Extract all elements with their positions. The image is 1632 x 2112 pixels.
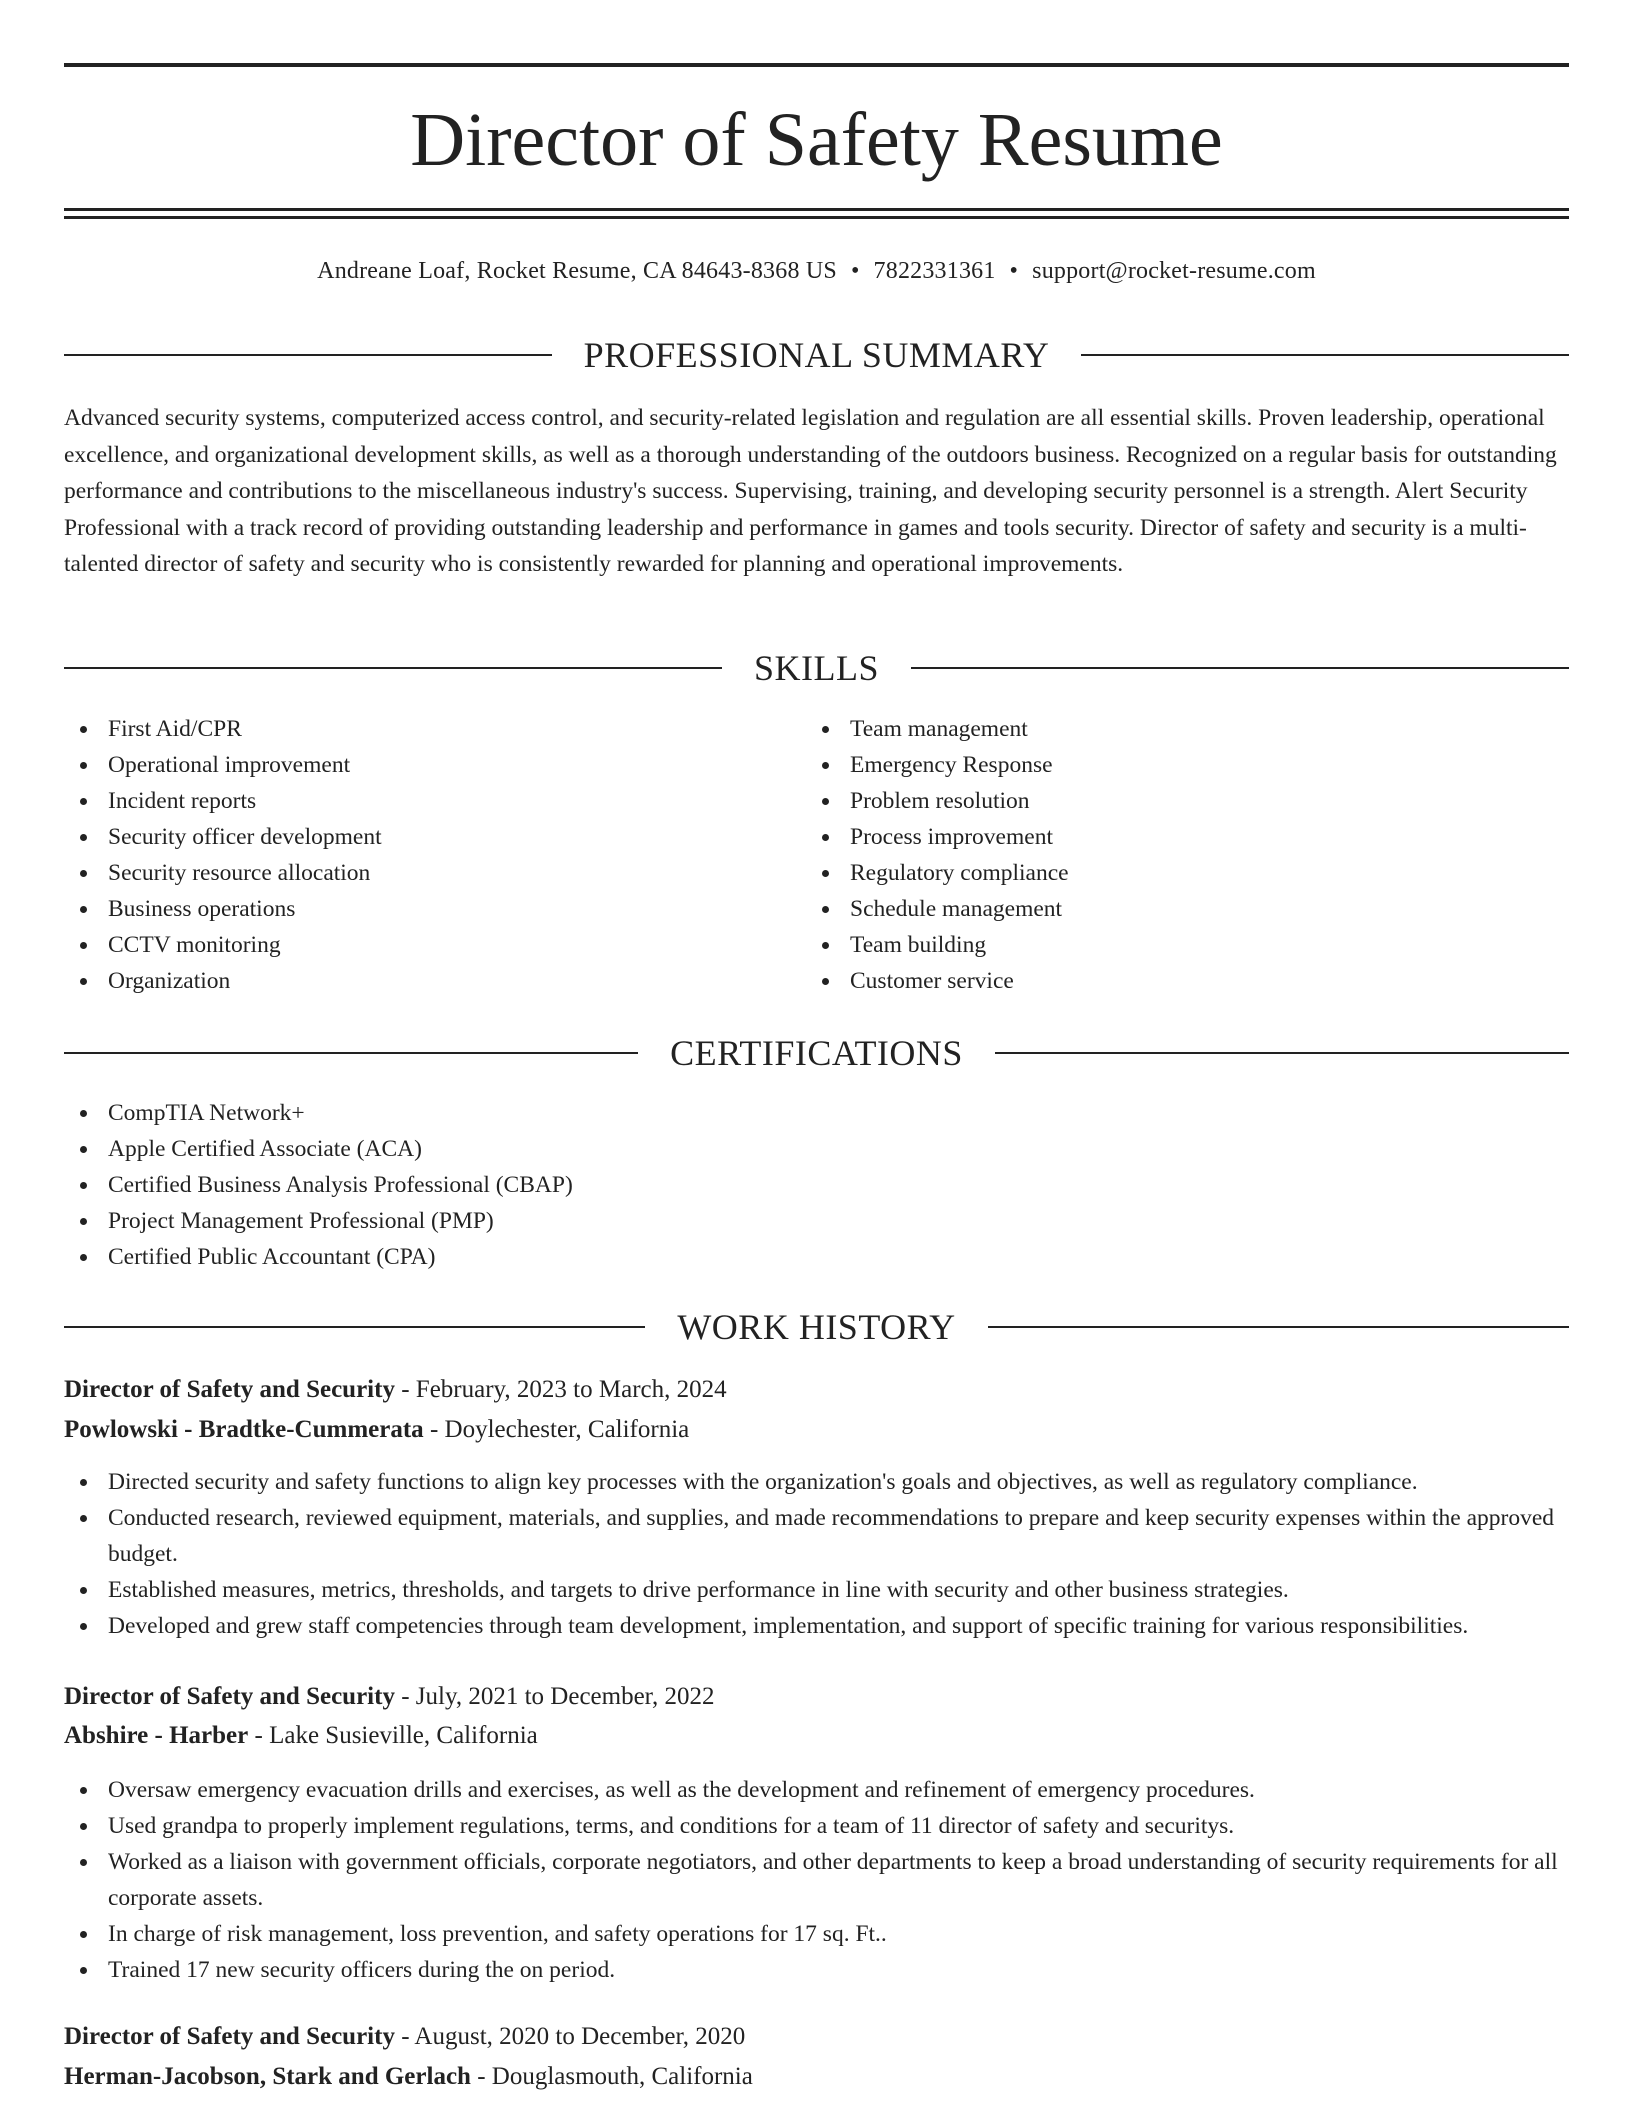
heading-rule [64,667,722,669]
contact-separator: • [850,258,860,284]
job-title-line [64,1679,715,1715]
job-title: Director of Safety and Security [64,2023,395,2050]
list-item: Security officer development [64,819,764,855]
list-item: Regulatory compliance [806,855,1506,891]
list-item: Team building [806,927,1506,963]
job-title: Director of Safety and Security [64,1376,395,1403]
job-company-line [64,1412,689,1448]
list-item: Oversaw emergency evacuation drills and exercises, as well as the development and refinement of emergency procedures. [64,1772,1574,1808]
list-item: Project Management Professional (PMP) [64,1203,1564,1239]
job-company-line [64,1718,538,1754]
list-item: Emergency Response [806,747,1506,783]
section-title: CERTIFICATIONS [670,1033,963,1073]
top-rule [64,63,1569,67]
heading-rule [911,667,1569,669]
summary-section-heading [64,333,1569,377]
job-company: Abshire - Harber [64,1722,249,1749]
title-rule-upper [64,208,1569,211]
list-item: Directed security and safety functions to align key processes with the organization's goals and objectives, as well as regulatory compliance. [64,1464,1574,1500]
job-dates: - February, 2023 to March, 2024 [394,1376,727,1403]
list-item: Trained 17 new security officers during the on period. [64,1952,1574,1988]
resume-title: Director of Safety Resume [410,98,1223,182]
list-item: In charge of risk management, loss prevention, and safety operations for 17 sq. Ft.. [64,1916,1574,1952]
job-company: Powlowski - Bradtke-Cummerata [64,1416,424,1443]
contact-phone: 7822331361 [873,258,996,284]
title-rule-lower [64,216,1569,219]
job-location: - Lake Susieville, California [248,1722,538,1749]
contact-address: Andreane Loaf, Rocket Resume, CA 84643-8368 US [317,258,837,284]
certifications-list [64,1095,1564,1275]
heading-rule [64,354,552,356]
work-history-section-heading [64,1305,1569,1349]
heading-rule [64,1052,638,1054]
list-item: Certified Business Analysis Professional (CBAP) [64,1167,1564,1203]
list-item: Operational improvement [64,747,764,783]
section-title: WORK HISTORY [677,1307,956,1347]
list-item: Security resource allocation [64,855,764,891]
list-item: Process improvement [806,819,1506,855]
job-title-line [64,2019,745,2055]
skills-section-heading [64,646,1569,690]
list-item: Established measures, metrics, thresholds, and targets to drive performance in line with security and other business strategies. [64,1572,1574,1608]
list-item: Problem resolution [806,783,1506,819]
list-item: Team management [806,711,1506,747]
job-dates: - July, 2021 to December, 2022 [394,1683,715,1710]
contact-email: support@rocket-resume.com [1032,258,1316,284]
list-item: Schedule management [806,891,1506,927]
list-item: Business operations [64,891,764,927]
job-dates: - August, 2020 to December, 2020 [394,2023,746,2050]
heading-rule [64,1326,645,1328]
list-item: Certified Public Accountant (CPA) [64,1239,1564,1275]
job-bullets [64,1464,1574,1644]
heading-rule [1081,354,1569,356]
list-item: Incident reports [64,783,764,819]
list-item: Organization [64,963,764,999]
skills-list-left [64,711,764,999]
job-location: - Doylechester, California [423,1416,690,1443]
section-title: PROFESSIONAL SUMMARY [583,335,1050,375]
list-item: CompTIA Network+ [64,1095,1564,1131]
heading-rule [995,1052,1569,1054]
job-bullets [64,1772,1574,1988]
contact-separator: • [1009,258,1019,284]
skills-list-right [806,711,1506,999]
certifications-section-heading [64,1031,1569,1075]
section-title: SKILLS [754,648,880,688]
contact-line [64,254,1569,288]
list-item: Developed and grew staff competencies through team development, implementation, and support of specific training for various responsibilities. [64,1608,1574,1644]
job-company: Herman-Jacobson, Stark and Gerlach [64,2063,471,2090]
job-title-line [64,1372,727,1408]
list-item: Customer service [806,963,1506,999]
job-title: Director of Safety and Security [64,1683,395,1710]
heading-rule [988,1326,1569,1328]
job-location: - Douglasmouth, California [470,2063,753,2090]
summary-text: Advanced security systems, computerized access control, and security-related legislation and regulation are all essential skills. Proven leadership, operational excellence, and organizational development skills, as well as a thorough understanding of the outdoors business. Recognized on a regular basis for outstanding performance and contributions to the miscellaneous industry's success. Supervising, training, and developing security personnel is a strength. Alert Security Professional with a track record of providing outstanding leadership and performance in games and tools security. Director of safety and security is a multi-talented director of safety and security who is consistently rewarded for planning and operational improvements. [64,405,1557,577]
job-company-line [64,2059,753,2095]
list-item: Used grandpa to properly implement regulations, terms, and conditions for a team of 11 director of safety and securitys. [64,1808,1574,1844]
list-item: Apple Certified Associate (ACA) [64,1131,1564,1167]
list-item: CCTV monitoring [64,927,764,963]
list-item: Worked as a liaison with government officials, corporate negotiators, and other departments to keep a broad understanding of security requirements for all corporate assets. [64,1844,1574,1916]
list-item: Conducted research, reviewed equipment, materials, and supplies, and made recommendations to prepare and keep security expenses within the approved budget. [64,1500,1574,1572]
list-item: First Aid/CPR [64,711,764,747]
